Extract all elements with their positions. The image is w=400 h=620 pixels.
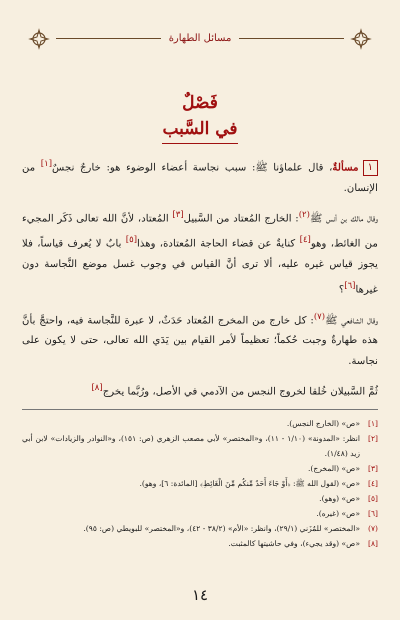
- footnote-text: «ص» (وقد يجيء)، وفي حاشيتها كالمثبت.: [228, 539, 360, 549]
- page-body: [22, 62, 378, 551]
- footnote-text: «ص» (لقول الله ﷺ: ﴿أَوْ جَاءَ أَحَدٌ مِّنكُم مِّنَ الْغَائِطِ﴾ [المائدة: ٦]، وهو).: [139, 479, 360, 489]
- paragraph-1-text: ، قال علماؤنا ﷺ: سبب نجاسة أعضاء الوضوء هو: خارجٌ نجسٌ: [52, 162, 333, 174]
- paragraph-3-a: وقال الشافعي ﷺ: [325, 314, 378, 326]
- footnote-ref-5[interactable]: [٥]: [125, 235, 138, 246]
- footnote-item: [22, 536, 378, 551]
- paragraph-3-b: : كل خارج من المخرج المُعتاد حَدَثٌ، لا عبرة للنَّجاسة فيه، واحتجَّ بأنَّ هذه طهارةٌ وجبت حُكماً؛ تعظيماً لأمر القيام بين يَدَي الله تعالى، حتى لا يكون على نجاسة.: [22, 314, 378, 367]
- footnote-number: [٣]: [367, 464, 378, 474]
- footnote-ref-3[interactable]: [٣]: [172, 210, 184, 221]
- paragraph-1: [22, 154, 378, 199]
- footnote-item: [22, 476, 378, 491]
- footnote-text: «ص» (غيره).: [316, 509, 360, 519]
- footnote-text: انظر: «المدونة» (١/١٠ - ١١)، و«المختصر» لأبي مصعب الزهري (ص: ١٥١)، و«النوادر والزيادات» لابن أبي زيد (١/٤٨).: [22, 434, 360, 459]
- footnote-ref-1[interactable]: [١]: [40, 159, 53, 169]
- paragraph-2: [22, 205, 378, 300]
- footnote-item: [22, 491, 378, 506]
- page-number: ١٤: [191, 586, 209, 604]
- footnote-text: «ص» (المخرج).: [307, 464, 360, 474]
- footnote-item: [22, 416, 378, 431]
- section-subheading: [22, 116, 378, 144]
- footnote-ref-2[interactable]: (٢): [298, 210, 310, 221]
- footnote-item: [22, 521, 378, 536]
- paragraph-2-e: بابٌ لا يُعرف قياساً، فلا يجوز قياس غيره عليه، ألا ترى أنَّ القياس في وجوب غسل موضع النَّجاسة دون غيرها: [22, 238, 378, 296]
- section-subheading-text: في السَّبب: [162, 116, 237, 144]
- issue-label: مسألةٌ: [332, 161, 359, 174]
- paragraph-2-c: المُعتاد، لأنَّ الله تعالى ذَكَر المجيء من الغائط، وهو: [22, 213, 378, 250]
- footnote-item: [22, 506, 378, 521]
- section-heading: فَصْلٌ: [182, 93, 218, 113]
- paragraph-2-f: ؟: [338, 284, 345, 296]
- footnote-number: [٢]: [367, 434, 378, 444]
- issue-number: ١: [363, 160, 378, 176]
- footnote-number: [٤]: [367, 479, 378, 489]
- footnote-text: «ص» (الخارج النجس).: [286, 419, 360, 429]
- footnote-ref-8[interactable]: [٨]: [91, 383, 103, 394]
- footnote-text: «المختصر» للمُزَني (٢٩/١)، وانظر: «الأم» (٣٨/٢ - ٤٢)، و«المختصر» للبويطي (ص: ٩٥).: [83, 524, 360, 534]
- footnote-ref-6[interactable]: [٦]: [344, 280, 356, 291]
- paragraph-2-b: : الخارج المُعتاد من السَّبيل: [183, 213, 299, 225]
- footnote-number: [١]: [367, 419, 378, 429]
- running-title: مسائل الطهارة: [161, 33, 240, 44]
- right-ornament-icon: [350, 28, 372, 50]
- paragraph-4: [22, 378, 378, 403]
- footnote-ref-4[interactable]: [٤]: [299, 235, 311, 246]
- paragraph-2-d: كنايةٌ عن قضاء الحاجة المُعتادة، وهذا: [137, 238, 300, 250]
- footnote-separator: [22, 409, 378, 410]
- footnote-ref-7[interactable]: (٧): [313, 311, 326, 322]
- running-header: [28, 24, 372, 52]
- footnote-item: [22, 431, 378, 461]
- footnotes: [22, 416, 378, 551]
- footnote-item: [22, 461, 378, 476]
- footnote-text: «ص» (وهو).: [319, 494, 360, 504]
- paragraph-1-end: من الإنسان.: [22, 162, 378, 194]
- paragraph-4-a: ثُمَّ السَّبيلان خُلقا لخروج النجس من الآدمي في الأصل، ورُبَّما يخرج: [102, 386, 378, 398]
- paragraph-2-a: وقال مالك بن أنس ﷺ: [309, 213, 378, 225]
- footnote-number: [٦]: [367, 509, 378, 519]
- paragraph-3: [22, 307, 378, 373]
- footnote-number: [٥]: [367, 494, 378, 504]
- footnote-number: [٨]: [367, 539, 378, 549]
- footnote-number: (٧): [367, 524, 378, 534]
- left-ornament-icon: [28, 28, 50, 50]
